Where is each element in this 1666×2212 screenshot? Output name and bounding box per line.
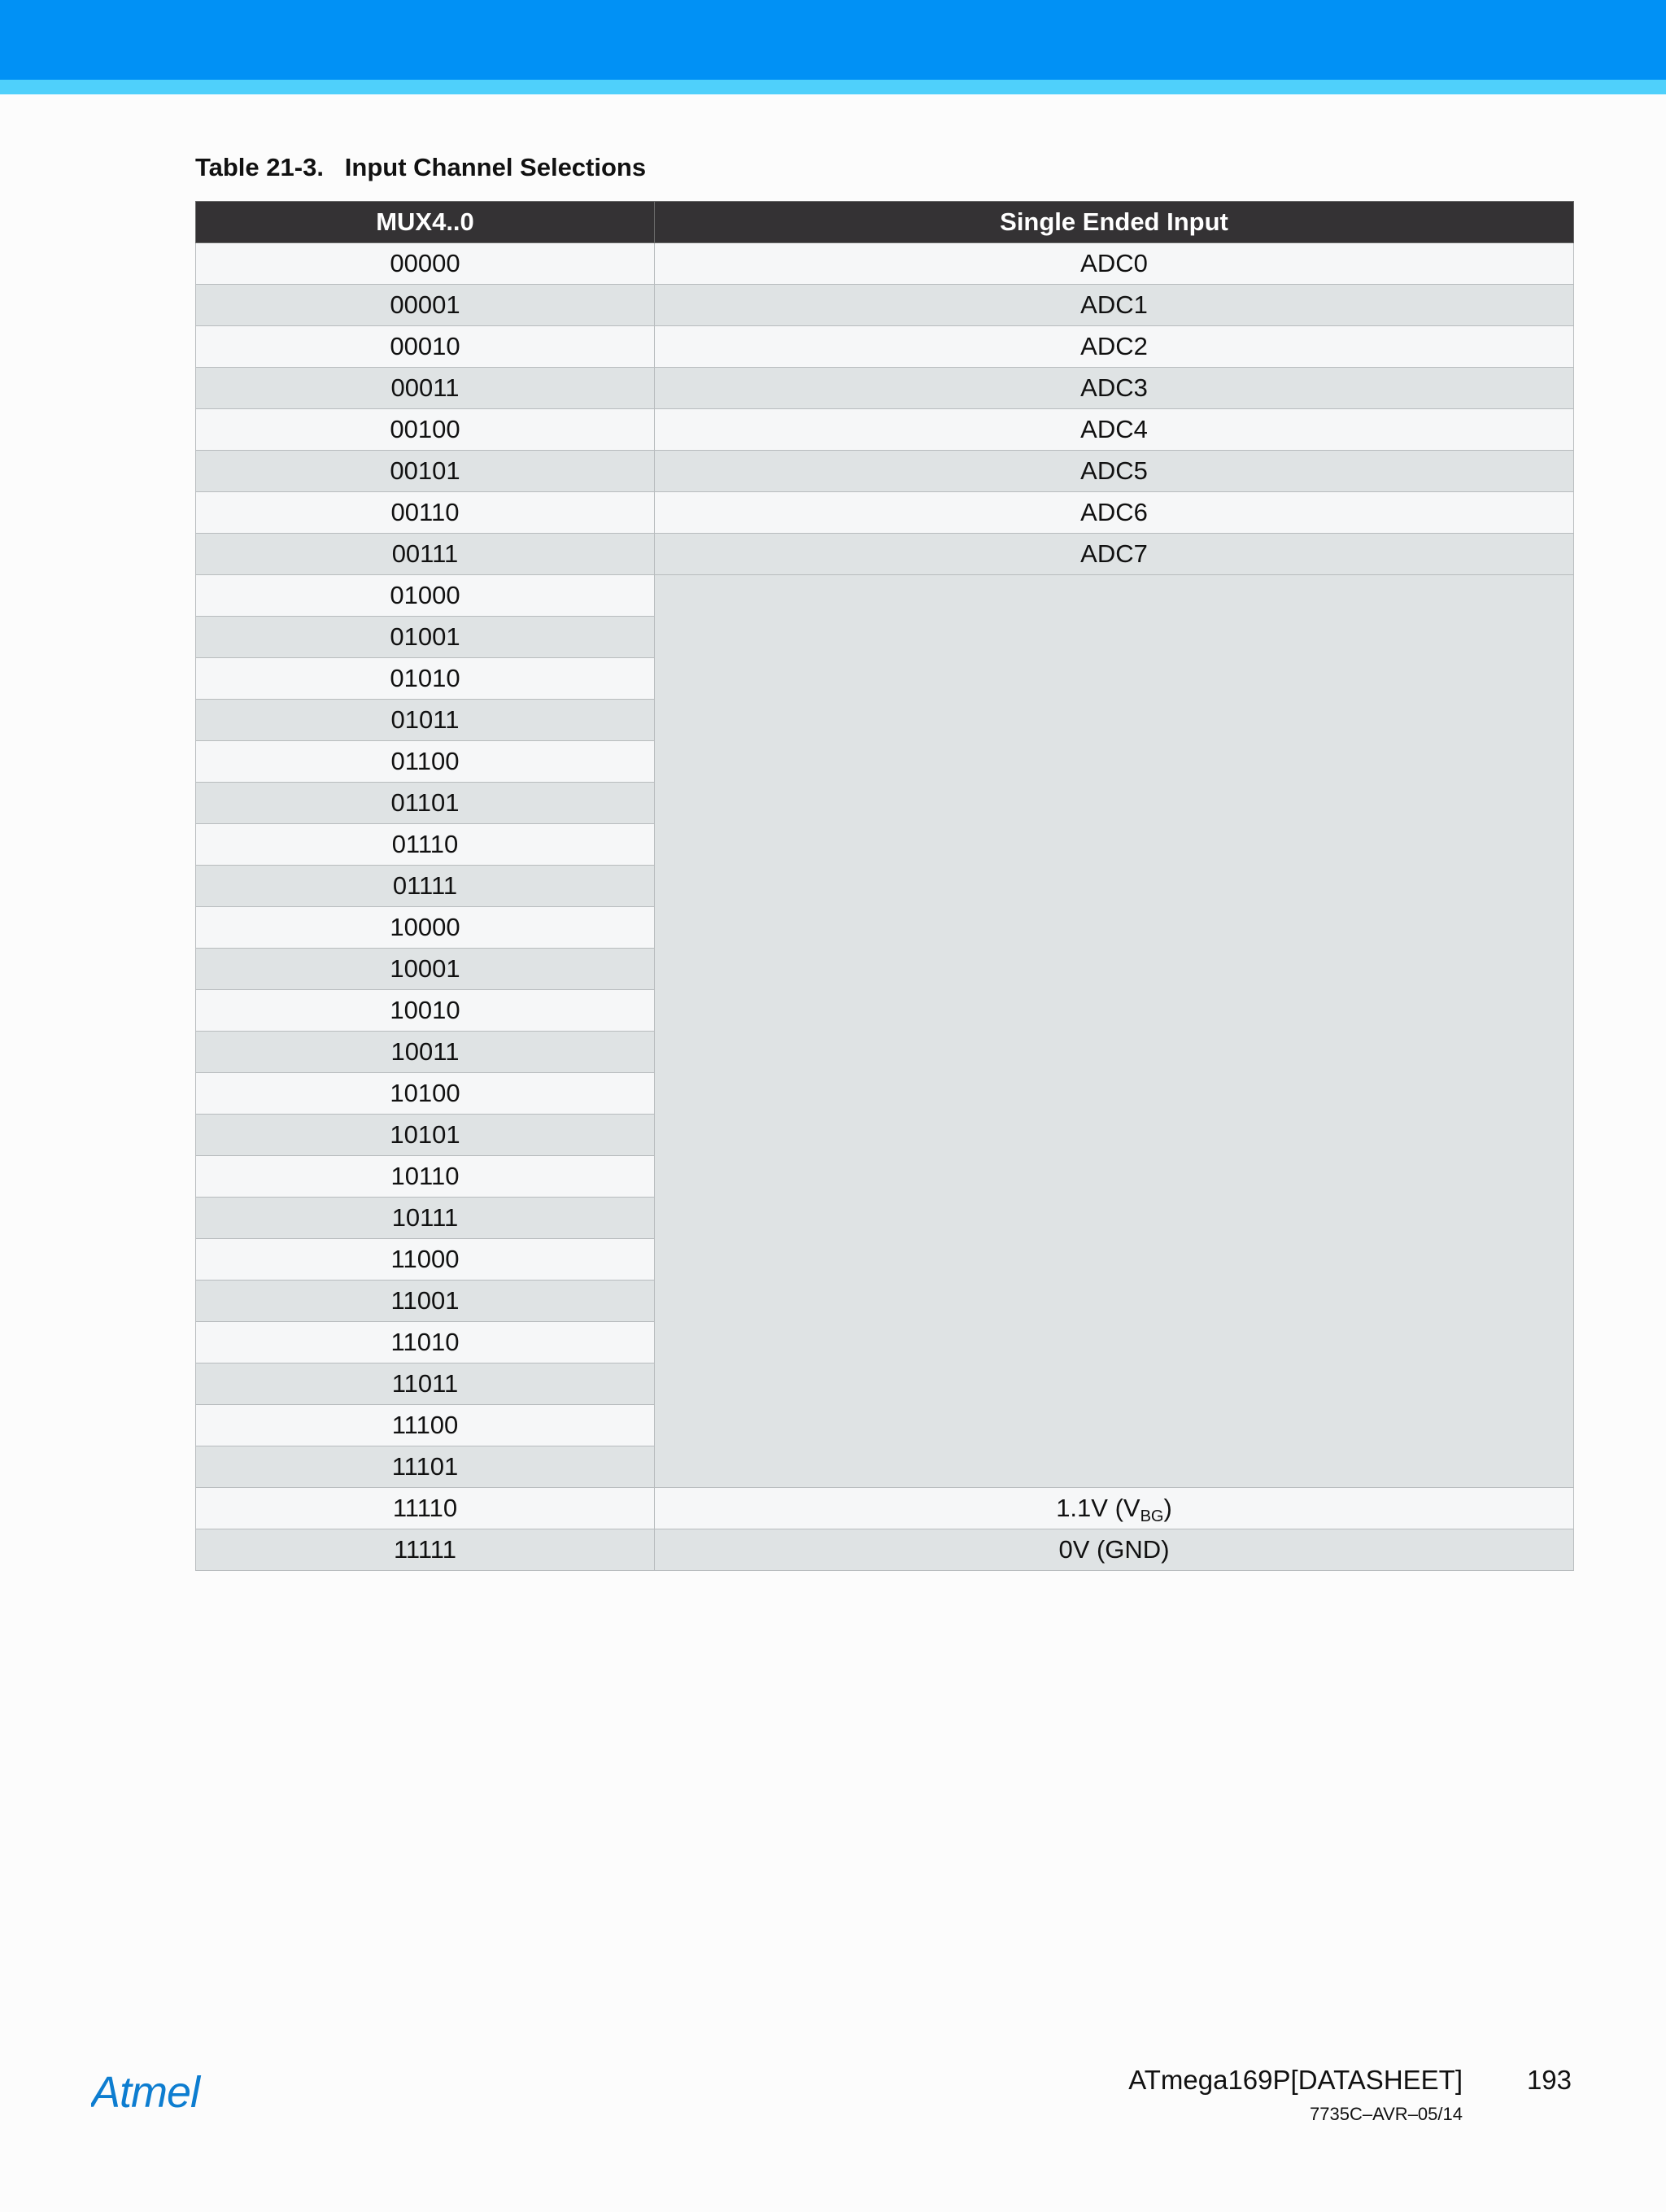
reserved-cell <box>655 575 1574 1488</box>
mux-cell: 00110 <box>196 492 655 534</box>
mux-cell: 01010 <box>196 658 655 700</box>
doc-code: 7735C–AVR–05/14 <box>1310 2104 1463 2124</box>
table-row-bandgap <box>196 1488 1574 1529</box>
input-cell: ADC2 <box>655 326 1574 368</box>
mux-cell: 00111 <box>196 534 655 575</box>
mux-cell: 10010 <box>196 990 655 1032</box>
page-number: 193 <box>1526 2065 1572 2095</box>
mux-cell: 11011 <box>196 1363 655 1405</box>
mux-cell: 01100 <box>196 741 655 783</box>
table-row <box>196 368 1574 409</box>
mux-cell: 10000 <box>196 907 655 949</box>
column-header-input: Single Ended Input <box>655 202 1574 243</box>
table-row-gnd <box>196 1529 1574 1571</box>
input-cell: ADC4 <box>655 409 1574 451</box>
mux-cell: 01110 <box>196 824 655 866</box>
mux-cell: 11000 <box>196 1239 655 1281</box>
table-row <box>196 243 1574 285</box>
mux-cell: 11110 <box>196 1488 655 1529</box>
table-row <box>196 326 1574 368</box>
mux-cell: 00100 <box>196 409 655 451</box>
mux-cell: 01000 <box>196 575 655 617</box>
mux-cell: 10011 <box>196 1032 655 1073</box>
input-cell: ADC0 <box>655 243 1574 285</box>
column-header-mux: MUX4..0 <box>196 202 655 243</box>
table-caption <box>195 153 646 182</box>
mux-cell: 01101 <box>196 783 655 824</box>
input-cell: ADC7 <box>655 534 1574 575</box>
table-row <box>196 492 1574 534</box>
header-stripe <box>0 80 1666 94</box>
atmel-logo <box>91 2068 246 2117</box>
logo-text: Atmel <box>91 2068 200 2117</box>
caption-number: Table 21-3. <box>195 153 324 181</box>
table-row <box>196 285 1574 326</box>
input-cell: 0V (GND) <box>655 1529 1574 1571</box>
caption-title: Input Channel Selections <box>344 153 647 181</box>
mux-cell: 10100 <box>196 1073 655 1115</box>
input-cell: ADC1 <box>655 285 1574 326</box>
mux-cell: 00000 <box>196 243 655 285</box>
mux-cell: 01011 <box>196 700 655 741</box>
input-cell: ADC6 <box>655 492 1574 534</box>
mux-cell: 00001 <box>196 285 655 326</box>
bandgap-suffix: ) <box>1163 1494 1172 1522</box>
mux-cell: 01111 <box>196 866 655 907</box>
input-cell-bandgap <box>655 1488 1574 1529</box>
mux-cell: 11100 <box>196 1405 655 1446</box>
mux-cell: 10001 <box>196 949 655 990</box>
mux-cell: 10111 <box>196 1198 655 1239</box>
mux-cell: 11010 <box>196 1322 655 1363</box>
mux-cell: 00101 <box>196 451 655 492</box>
mux-cell: 10101 <box>196 1115 655 1156</box>
table-row <box>196 534 1574 575</box>
mux-cell: 00010 <box>196 326 655 368</box>
mux-cell: 11101 <box>196 1446 655 1488</box>
mux-cell: 00011 <box>196 368 655 409</box>
bandgap-prefix: 1.1V (V <box>1056 1494 1140 1522</box>
input-cell: ADC5 <box>655 451 1574 492</box>
table-row-reserved <box>196 575 1574 617</box>
mux-cell: 01001 <box>196 617 655 658</box>
mux-cell: 10110 <box>196 1156 655 1198</box>
table-header-row <box>196 202 1574 243</box>
mux-cell: 11111 <box>196 1529 655 1571</box>
bandgap-subscript: BG <box>1140 1507 1164 1525</box>
footer-title: ATmega169P[DATASHEET] <box>1128 2065 1463 2095</box>
table-row <box>196 409 1574 451</box>
table-body <box>196 243 1574 1571</box>
table-row <box>196 451 1574 492</box>
header-bar <box>0 0 1666 80</box>
input-cell: ADC3 <box>655 368 1574 409</box>
mux-cell: 11001 <box>196 1281 655 1322</box>
input-channel-table <box>195 201 1574 1571</box>
